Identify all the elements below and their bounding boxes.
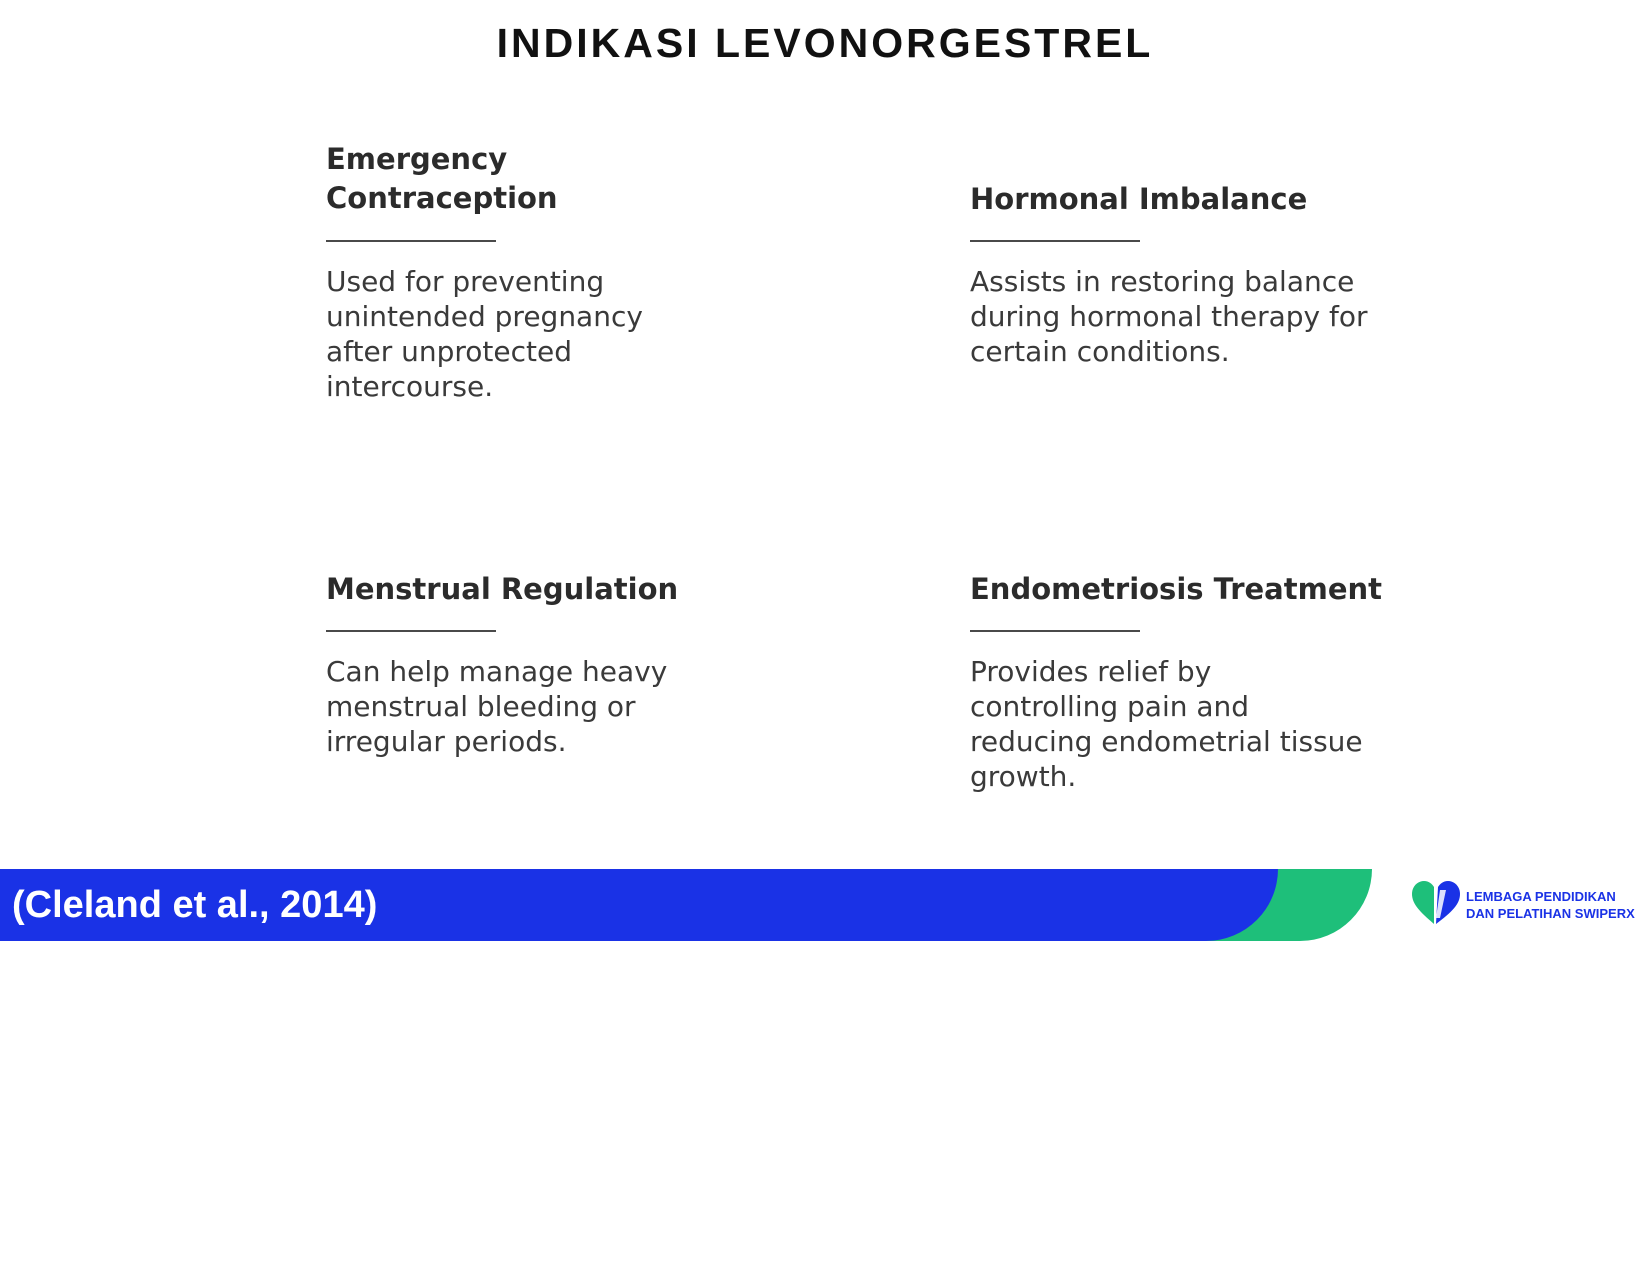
card-divider — [326, 630, 496, 632]
card-title: Hormonal Imbalance — [970, 182, 1308, 216]
indication-card-menstrual-regulation — [326, 570, 756, 758]
indication-card-emergency-contraception — [326, 140, 756, 403]
logo-text — [1466, 888, 1635, 922]
indication-card-endometriosis-treatment — [970, 570, 1400, 793]
card-description: Provides relief by controlling pain and reducing endometrial tissue growth. — [970, 655, 1363, 793]
card-title-line2: Contraception — [326, 181, 558, 215]
card-description: Can help manage heavy menstrual bleeding or irregular periods. — [326, 655, 668, 758]
slide-title: INDIKASI LEVONORGESTREL — [496, 20, 1154, 66]
card-divider — [326, 240, 496, 242]
heart-logo-icon — [1410, 878, 1462, 928]
card-title-line1: Emergency — [326, 142, 508, 176]
card-title: Endometriosis Treatment — [970, 572, 1383, 606]
card-description: Used for preventing unintended pregnancy after unprotected intercourse. — [326, 265, 643, 403]
logo-text-line2: DAN PELATIHAN SWIPERX — [1466, 906, 1635, 921]
footer-band — [0, 869, 1372, 941]
card-divider — [970, 630, 1140, 632]
card-description: Assists in restoring balance during hormonal therapy for certain conditions. — [970, 265, 1368, 368]
indication-card-hormonal-imbalance — [970, 180, 1400, 368]
logo-text-line1: LEMBAGA PENDIDIKAN — [1466, 889, 1616, 904]
organization-logo — [1410, 878, 1640, 932]
card-divider — [970, 240, 1140, 242]
indications-panel — [308, 70, 1383, 826]
citation-text: (Cleland et al., 2014) — [12, 884, 378, 926]
card-title: Menstrual Regulation — [326, 572, 679, 606]
